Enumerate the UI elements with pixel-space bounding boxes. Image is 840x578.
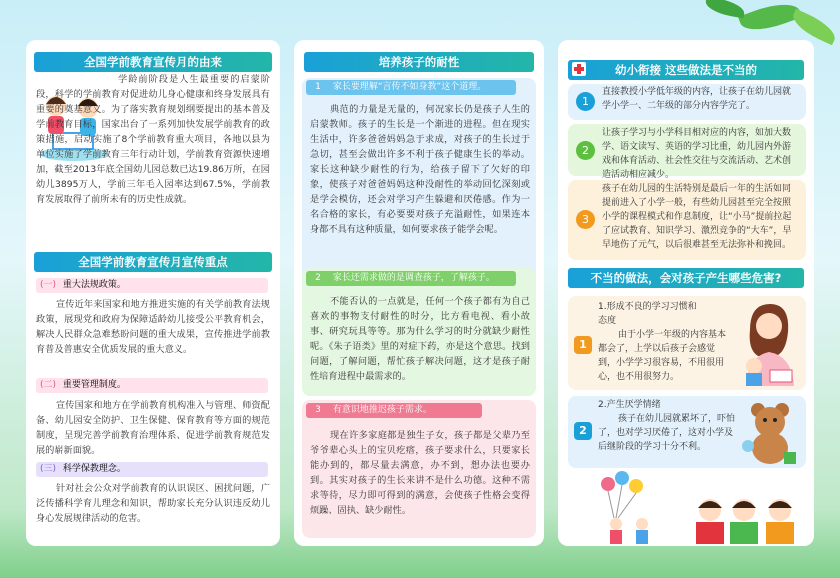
panel-transition xyxy=(558,40,814,546)
subheading-1 xyxy=(36,278,268,293)
item-number: 3 xyxy=(576,210,595,229)
improper-item-text: 直接教授小学低年级的内容，让孩子在幼儿园就学小学一、二年级的部分内容学完了。 xyxy=(602,87,792,111)
kids-with-balloons-illustration xyxy=(598,470,808,544)
section-title-focus: 全国学前教育宣传月宣传重点 xyxy=(34,252,272,272)
patience-text-3: 现在许多家庭都是独生子女，孩子都是父辈乃至爷爷辈心头上的宝贝疙瘩，孩子要求什么，只要家长能办到的，都尽量去满意，办不到，想办法也要办到。其实对孩子的生长来讲不是什么功德。这种不需求等待，尽力即可得到的满意，会使孩子性格会变得烦躁、固执、缺少耐性。 xyxy=(310,430,530,516)
subheading-3 xyxy=(36,462,268,477)
panel-origin xyxy=(26,40,280,546)
panel-patience xyxy=(294,40,544,546)
harm-number: 1 xyxy=(574,336,592,354)
subheading-number: (二) xyxy=(39,380,57,390)
subheading-label: 家长还需求做的是调查孩子，了解孩子。 xyxy=(332,273,495,283)
subheading-number: (一) xyxy=(39,280,57,290)
subheading-number: 2 xyxy=(315,273,321,283)
patience-text-2: 不能否认的一点就是，任何一个孩子都有为自己喜欢的事物支付耐性的时分，比方看电视、看小故事、研究玩具等等。那为什么学习的时分就缺少耐性呢。《朱子语类》里的对症下药，亦是这个意思。找到问题，了解问题，帮忙孩子解决问题，这才是孩子耐性培育进程中最需求的。 xyxy=(310,296,530,382)
subheading-1 xyxy=(306,80,516,95)
subheading-number: 1 xyxy=(315,82,321,92)
section-title-patience: 培养孩子的耐性 xyxy=(304,52,534,72)
harm-title: 2.产生厌学情绪 xyxy=(598,400,661,410)
focus-text-3: 针对社会公众对学前教育的认识误区、困扰问题，广泛传播科学育儿理念和知识，帮助家长充分认识违反幼儿身心发展规律活动的危害。 xyxy=(36,483,270,524)
section-title-improper xyxy=(568,60,804,80)
section-title-harms: 不当的做法，会对孩子产生哪些危害? xyxy=(568,268,804,288)
harm-number: 2 xyxy=(574,422,592,440)
subheading-2 xyxy=(36,378,268,393)
harm-text: 由于小学一年级的内容基本都会了，上学以后孩子会感觉到，小学学习很容易，不用很用心，也不用很努力。 xyxy=(598,330,727,382)
improper-item-text: 孩子在幼儿园的生活特别是最后一年的生活如同提前进入了小学一般，有些幼儿园甚至完全按照小学的课程模式和作息制度，让“小马”提前拉起了应试教育、知识学习、激烈竞争的“大车”，早早地伤了元气，以后很难甚至无法弥补和挽回。 xyxy=(602,184,792,250)
item-number: 2 xyxy=(576,141,595,160)
mother-child-illustration xyxy=(736,300,802,386)
subheading-label: 科学保教理念。 xyxy=(62,464,126,474)
subheading-label: 家长要理解“言传不如身教”这个道理。 xyxy=(332,82,487,92)
subheading-3 xyxy=(306,403,482,418)
improper-item-text: 让孩子学习与小学科目相对应的内容，如加大数学、语文读写、英语的学习比重，幼儿园内外游戏和体育活动、社会性交往与交流活动、艺术创造活动相应减少。 xyxy=(602,128,792,180)
teddy-bear-illustration xyxy=(738,400,802,466)
item-number: 1 xyxy=(576,92,595,111)
subheading-label: 有意识地推迟孩子需求。 xyxy=(332,405,432,415)
focus-text-2: 宣传国家和地方在学前教育机构准入与管理、师资配备、幼儿园安全防护、卫生保健、保育教育等方面的规范制度，呈现完善学前教育治理体系、促进学前教育规范发展的崭新面貌。 xyxy=(36,400,270,456)
section-title-origin: 全国学前教育宣传月的由来 xyxy=(34,52,272,72)
subheading-number: (三) xyxy=(39,464,57,474)
medical-cross-icon xyxy=(572,62,586,76)
subheading-number: 3 xyxy=(315,405,321,415)
origin-intro-text: 学龄前阶段是人生最重要的启蒙阶段，科学的学前教育对促进幼儿身心健康和终身发展具有重要的奠基意义。为了落实教育规划纲要提出的基本普及学前教育目标，国家出台了一系列加快发展学前教育的政策措施，启动实施了8个学前教育重大项目，各地以县为单位实施了学前教育三年行动计划，学前教育资源快速增加，截至2013年底全国幼儿园总数已达19.86万所，在园幼儿3895万人，学前三年毛入园率达到67.5%，学前教育发展取得了前所未有的历史性成就。 xyxy=(36,74,270,205)
subheading-label: 重要管理制度。 xyxy=(62,380,126,390)
patience-text-1: 典范的力量是无量的，何况家长仍是孩子人生的启蒙教师。孩子的生长是一个渐进的进程。但在现实生活中，许多爸爸妈妈急于求成，对孩子的生长过于急切，甚至会做出许多不利于孩子健康生长的举动。家长这种缺少耐性的行为，给孩子留下了欠好的印象，使孩子对爸爸妈妈这种没耐性的举动回忆深刻或是学会模仿，还会对学习产生躲避和厌倦感。作为一名合格的家长，有必要要对孩子充溢耐性，如果连本身都不具有这种质量，如何要求孩子能学会呢。 xyxy=(310,104,530,235)
subheading-label: 重大法规政策。 xyxy=(62,280,126,290)
harm-title: 1.形成不良的学习习惯和态度 xyxy=(598,302,697,326)
focus-text-1: 宣传近年来国家和地方推进实施的有关学前教育法规政策，展现党和政府为保障适龄幼儿接受公平教育机会，解决人民群众急难愁盼问题的重大成果，宣传推进学前教育普及普惠安全优质发展的重大意义。 xyxy=(36,299,270,355)
subheading-2 xyxy=(306,271,516,286)
section-title-text: 幼小衔接 这些做法是不当的 xyxy=(614,63,757,77)
harm-text: 孩子在幼儿园就累坏了，吓怕了，也对学习厌倦了，这对小学及后继阶段的学习十分不利。 xyxy=(598,414,736,452)
